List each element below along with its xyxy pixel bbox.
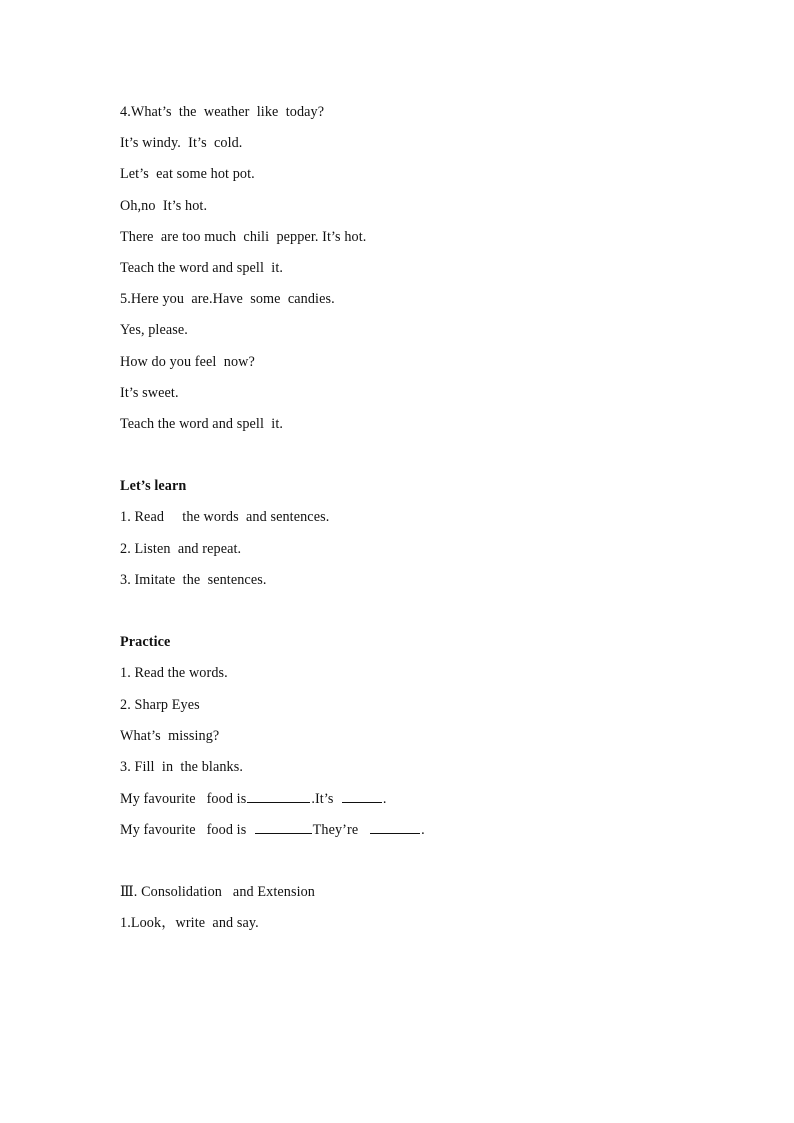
lets-learn-item-1: 1. Read the words and sentences. (120, 509, 330, 526)
answer-blank[interactable] (247, 787, 310, 803)
answer-blank[interactable] (342, 787, 382, 803)
lets-learn-item-3: 3. Imitate the sentences. (120, 571, 267, 588)
weather-line-1: It’s windy. It’s cold. (120, 135, 243, 152)
spacer (120, 850, 720, 881)
weather-line-3: Oh,no It’s hot. (120, 197, 208, 214)
fill-blank-2-suffix: . (421, 822, 425, 839)
practice-item-4: 3. Fill in the blanks. (120, 758, 243, 775)
weather-question: 4.What’s the weather like today? (120, 104, 325, 120)
consolidation-heading: Ⅲ. Consolidation and Extension (120, 883, 316, 900)
fill-blank-sentence-2 (120, 818, 720, 849)
fill-blank-1-mid: .It’s (311, 791, 341, 808)
candies-line-2: How do you feel now? (120, 353, 255, 370)
practice-item-1: 1. Read the words. (120, 665, 228, 682)
fill-blank-sentence-1 (120, 787, 720, 818)
weather-line-5: Teach the word and spell it. (120, 259, 284, 276)
weather-line-2: Let’s eat some hot pot. (120, 166, 255, 183)
candies-line-4: Teach the word and spell it. (120, 415, 284, 432)
lets-learn-item-2: 2. Listen and repeat. (120, 540, 242, 557)
candies-line-3: It’s sweet. (120, 384, 179, 401)
consolidation-item-1: 1.Look，write and say. (120, 914, 259, 931)
fill-blank-1-suffix: . (382, 791, 387, 808)
answer-blank[interactable] (370, 818, 420, 834)
spacer (120, 600, 720, 631)
lets-learn-heading: Let’s learn (120, 478, 187, 495)
spacer (120, 444, 720, 475)
fill-blank-2-prefix: My favourite food is (120, 822, 254, 839)
fill-blank-1-prefix: My favourite food is (120, 791, 247, 808)
candies-line-1: Yes, please. (120, 322, 188, 339)
weather-line-4: There are too much chili pepper. It’s hot. (120, 228, 367, 245)
practice-item-2: 2. Sharp Eyes (120, 696, 200, 713)
answer-blank[interactable] (255, 818, 312, 834)
fill-blank-2-mid: They’re (312, 822, 370, 839)
practice-item-3: What’s missing? (120, 727, 220, 744)
practice-heading: Practice (120, 634, 171, 651)
lesson-content (120, 101, 720, 943)
candies-question: 5.Here you are.Have some candies. (120, 291, 335, 308)
